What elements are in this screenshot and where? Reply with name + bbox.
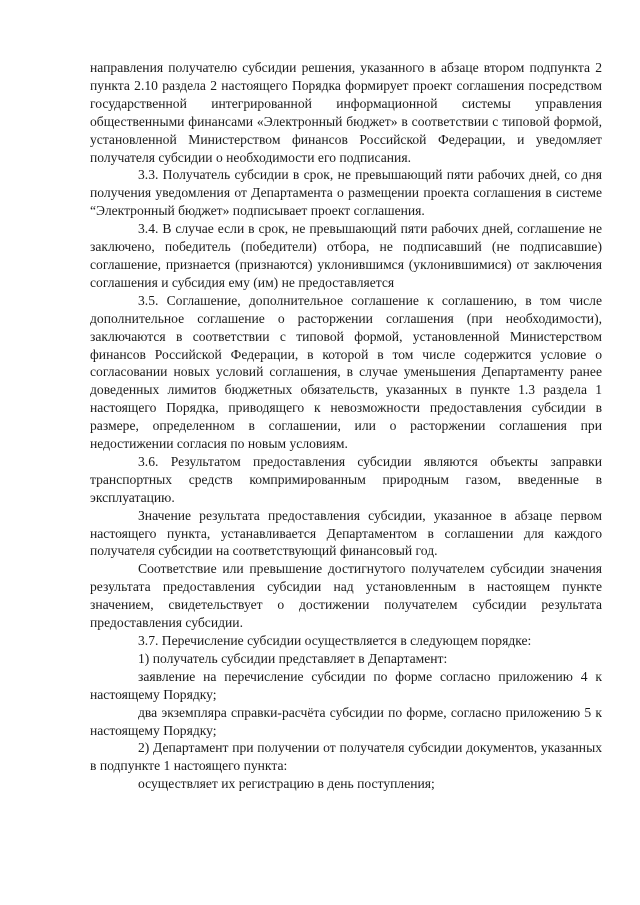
document-page xyxy=(90,59,602,793)
list-item-1: 1) получатель субсидии представляет в Департамент: xyxy=(138,650,448,666)
paragraph-3-3: 3.3. Получатель субсидии в срок, не превышающий пяти рабочих дней, со дня получения уведомления от Департамента о размещении проекта соглашения в системе “Электронный бюджет» подписывает проект соглашения. xyxy=(90,167,602,219)
paragraph-3-7: 3.7. Перечисление субсидии осуществляется в следующем порядке: xyxy=(138,633,532,648)
list-item-1-application: заявление на перечисление субсидии по форме согласно приложению 4 к настоящему Порядку; xyxy=(90,668,602,702)
list-item-2-registration: осуществляет их регистрацию в день поступления; xyxy=(138,776,435,792)
paragraph-3-5: 3.5. Соглашение, дополнительное соглашение к соглашению, в том числе дополнительное соглашение о расторжении соглашения (при необходимости), заключаются в соответствии с типовой формой, установленной Министерством финансов Российской Федерации, в которой в том числе содержится условие о согласовании новых условий соглашения, в случае уменьшения Департаменту ранее доведенных лимитов бюджетных обязательств, указанных в пункте 1.3 раздела 1 настоящего Порядка, приводящего к невозможности предоставления субсидии в размере, определенном в соглашении, или о расторжении соглашения при недостижении согласия по новым условиям. xyxy=(90,292,602,452)
paragraph-3-2-continuation: направления получателю субсидии решения, указанного в абзаце втором подпункта 2 пункта 2.10 раздела 2 настоящего Порядка формирует проект соглашения посредством государственной интегрированной информационной системы управления общественными финансами «Электронный бюджет» в соответствии с типовой формой, установленной Министерством финансов Российской Федерации, и уведомляет получателя субсидии о необходимости его подписания. xyxy=(90,60,602,165)
paragraph-3-6-value: Значение результата предоставления субсидии, указанное в абзаце первом настоящего пункта, устанавливается Департаментом в соглашении для каждого получателя субсидии на соответствующий финансовый год. xyxy=(90,507,602,559)
paragraph-3-6: 3.6. Результатом предоставления субсидии являются объекты заправки транспортных средств компримированным природным газом, введенные в эксплуатацию. xyxy=(90,453,602,505)
list-item-2: 2) Департамент при получении от получателя субсидии документов, указанных в подпункте 1 настоящего пункта: xyxy=(90,740,602,774)
paragraph-3-6-compliance: Соответствие или превышение достигнутого получателем субсидии значения результата предоставления субсидии над установленным в настоящем пункте значением, свидетельствует о достижении получателем субсидии результата предоставления субсидии. xyxy=(90,561,602,631)
list-item-1-calculation: два экземпляра справки-расчёта субсидии по форме, согласно приложению 5 к настоящему Порядку; xyxy=(90,704,602,738)
paragraph-3-4: 3.4. В случае если в срок, не превышающий пяти рабочих дней, соглашение не заключено, победитель (победители) отбора, не подписавший (не подписавшие) соглашение, признается (признаются) уклонившимся (уклонившимися) от заключения соглашения и субсидия ему (им) не предоставляется xyxy=(90,221,602,290)
